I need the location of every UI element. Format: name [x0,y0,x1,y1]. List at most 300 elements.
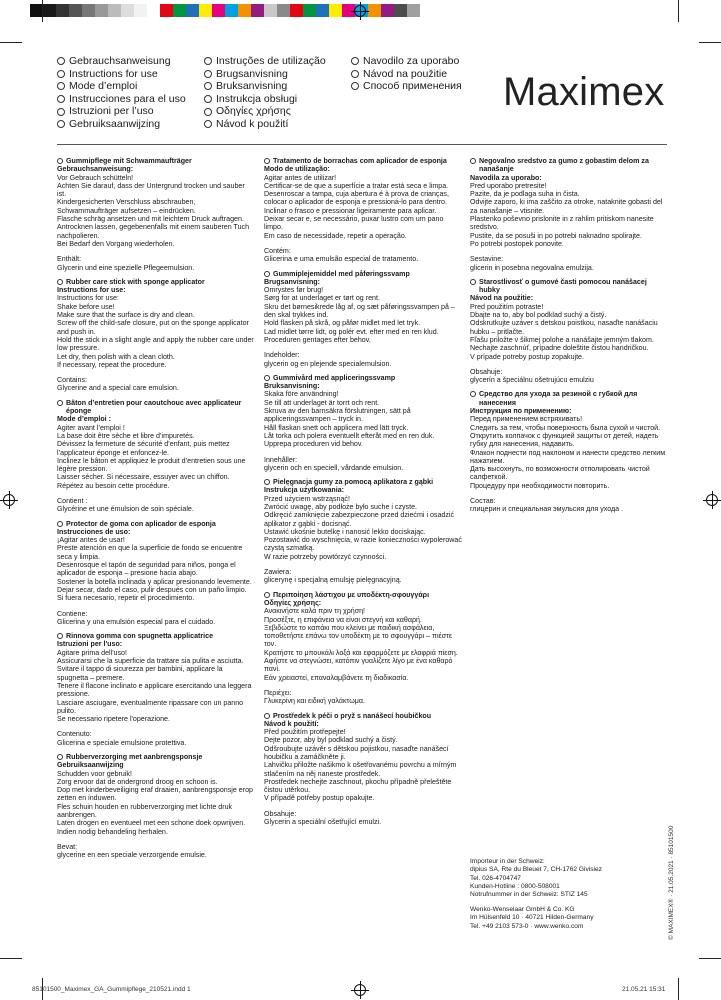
language-item [351,55,462,68]
instruction-line: Odkręcić zamknięcie zabezpieczone przed dziećmi i osadzić aplikator z gąbki - docisnąć. [264,511,455,528]
instruction-line: Zwrócić uwagę, aby podłoże było suche i czyste. [264,502,417,511]
instruction-line: Αφήστε να στεγνώσει, κατόπιν γυαλίζετε λίγο με ένα καθαρό πανί. [264,657,453,674]
importer-line: Importeur in der Schweiz: [470,858,545,865]
instruction-line: Håll flaskan snett och applicera med lätt tryck. [264,423,409,432]
instruction-section [57,399,255,514]
instruction-line: Po potrebi postopek ponovite. [470,239,564,248]
country-code-badge-icon [57,400,63,406]
contents-value: Glicerina e speciale emulsione protettiva. [57,738,187,747]
instruction-line: Ξεβιδώστε το καπάκι που κλείνει με παιδική ασφάλεια, τοποθετήστε επάνω τον υποδέκτη με το σφουγγάρι – πιέστε τον. [264,623,453,649]
instruction-line: V případě potřeby postup opakujte. [264,794,375,803]
instruction-section [264,270,462,368]
color-swatch [121,4,134,17]
contents-label: Zawiera: [264,568,292,577]
contents-value: glycerín a špeciálnu ošetrujúcu emulziu [470,376,594,385]
section-subtitle: Mode d’emploi : [57,415,111,424]
instruction-line: Agitar antes de utilizar! [264,173,337,182]
section-title [470,278,666,295]
instruction-section [57,157,255,272]
registration-mark-right [706,494,718,506]
section-title [57,520,255,528]
manufacturer-info [470,906,666,931]
crop-mark [42,0,43,22]
section-title [264,374,462,382]
country-code-badge-icon [57,158,63,164]
color-swatch [225,4,238,17]
instruction-line: Ανακινήστε καλά πριν τη χρήση! [264,607,365,616]
section-subtitle: Instrucciones de uso: [57,527,131,536]
country-code-badge-icon [57,120,65,128]
section-title [57,632,255,640]
section-title-text: Starostlivosť o gumové časti pomocou nanášacej hubky [479,277,647,295]
instruction-line: Certificar-se de que a superfície a tratar está seca e limpa. [264,181,449,190]
instructions-column-2 [264,157,462,832]
language-label: Brugsanvisning [216,67,288,80]
country-code-badge-icon [264,592,270,598]
color-swatch [147,4,160,17]
color-swatch [381,4,394,17]
contents-value: Glycerin und eine spezielle Pflegeemulsion. [57,263,195,272]
instruction-line: Schudden voor gebruik! [57,769,132,778]
color-swatch [69,4,82,17]
section-title [57,399,255,416]
country-code-badge-icon [57,754,63,760]
section-title [57,753,255,761]
instruction-line: Skruva av den barnsäkra förslutningen, sätt på appliceringssvampen – tryck in. [264,407,411,424]
color-swatch [95,4,108,17]
section-subtitle: Instrukcja użytkowania: [264,486,345,495]
instruction-line: Lad midlet tørre lidt, og polér evt. efter med en ren klud. [264,327,439,336]
language-label: Способ применения [363,80,462,93]
vertical-print-note: © MAXIMEX® · 21.05.2021 · 85101500 [668,825,675,940]
country-code-badge-icon [264,158,270,164]
color-swatch [264,4,277,17]
country-code-badge-icon [264,479,270,485]
instruction-line: Se necessario ripetere l'operazione. [57,715,170,724]
contents-value: glycerin och en speciell, vårdande emulsion. [264,463,404,472]
section-subtitle: Gebruiksaanwijzing [57,761,124,770]
instruction-line: Перед применением встряхивать! [470,415,583,424]
instruction-line: Agiter avant l’emploi ! [57,423,125,432]
section-title-text: Περιποίηση λάστιχου με υποδέκτη-σφουγγάρι [273,590,430,599]
country-code-badge-icon [57,82,65,90]
instruction-line: Před použitím protřepejte! [264,728,346,737]
spacer [264,344,462,351]
spacer [264,449,462,456]
color-swatch [199,4,212,17]
instruction-line: Vor Gebrauch schütteln! [57,173,134,182]
contents-label: Indeholder: [264,351,300,360]
instruction-line: Κρατήστε το μπουκάλι λοξά και εφαρμόζετε με ελαφριά πίεση. [264,648,458,657]
section-title-text: Rubberverzorging met aanbrengsponsje [66,753,203,761]
contents-label: Состав: [470,496,496,505]
country-code-badge-icon [470,391,476,397]
country-code-badge-icon [204,95,212,103]
language-list-2 [204,55,326,131]
instruction-section [470,157,666,272]
language-item [57,80,186,93]
instruction-section [470,390,666,513]
brand-logo: Maximex [503,70,665,114]
instruction-line: Preste atención en que la superficie de fondo se encuentre seca y limpia. [57,544,243,561]
country-code-badge-icon [57,279,63,285]
spacer [264,803,462,810]
instruction-line: La base doit être sèche et libre d’impuretés. [57,431,195,440]
registration-mark-top [354,5,366,17]
instruction-line: Lahvičku přiložte našikmo k ošetřovanému povrchu a mírným stlačením na něj naneste prostředek. [264,761,457,778]
spacer [470,248,666,255]
instruction-line: W razie potrzeby powtórzyć czynności. [264,552,387,561]
section-title-text: Protector de goma con aplicador de esponja [66,519,216,528]
color-swatch [134,4,147,17]
instruction-line: Odšroubujte uzávěr s dětskou pojistkou, nasaďte nanášecí houbičku a zamáčkněte ji. [264,744,449,761]
instruction-line: Laten drogen en eventueel met een schone doek opwrijven. [57,819,246,828]
country-code-badge-icon [57,57,65,65]
section-subtitle: Návod na použitie: [470,294,534,303]
language-label: Navodilo za uporabo [363,55,460,67]
instruction-line: Screw off the child-safe closure, put on the sponge applicator and push in. [57,319,249,336]
importer-line: Notrufnummer in der Schweiz: STIZ 145 [470,891,588,899]
language-label: Istruzioni per l’uso [69,105,154,118]
instruction-section [264,591,462,706]
instruction-line: Pozostawić do wyschnięcia, w razie konieczności wypolerować czystą szmatką. [264,536,462,553]
section-title-text: Средство для ухода за резиной с губкой для нанесения [479,390,638,407]
instruction-line: Inclinez le bâton et appliquez le produit d’entretien sous une légère pression. [57,456,246,474]
contents-label: Contenuto: [57,730,92,739]
instruction-line: Inclinar o frasco e pressionar ligeiramente para aplicar. [264,206,437,215]
language-item [204,93,326,106]
registration-mark-bottom [354,984,366,996]
color-swatch [368,4,381,17]
contents-value: glicerin in posebna negovalna emulzija. [470,263,594,272]
section-title [264,157,462,165]
section-subtitle: Instructions for use: [57,286,126,295]
instruction-line: Laisser sécher. Si nécessaire, essuyer avec un chiffon. Répétez au besoin cette procédure. [57,473,230,490]
country-code-badge-icon [204,57,212,65]
country-code-badge-icon [204,120,212,128]
registration-mark-left [3,494,15,506]
instruction-line: Lasciare asciugare, eventualmente ripassare con un panno pulito. [57,698,244,715]
color-swatch [108,4,121,17]
manufacturer-line: Im Hülsenfeld 10 · 40721 Hilden-Germany [470,914,594,922]
instruction-line: If necessary, repeat the procedure. [57,360,167,369]
instruction-line: Προσέξτε, η επιφάνεια να είναι στεγνή και καθαρή. [264,615,422,624]
section-subtitle: Bruksanvisning: [264,382,320,391]
country-code-badge-icon [57,70,65,78]
spacer [264,561,462,568]
country-code-badge-icon [57,108,65,116]
instructions-column-3 [470,157,666,520]
instruction-line: Sørg for at underlaget er tørt og rent. [264,294,380,303]
instruction-line: Upprepa proceduren vid behov. [264,440,363,449]
instruction-line: Se till att underlaget är torrt och rent. [264,398,380,407]
language-label: Návod k použití [216,117,289,130]
color-swatch [238,4,251,17]
contents-value: glycerin og en plejende specialemulsion. [264,359,392,368]
importer-info [470,858,666,899]
country-code-badge-icon [264,375,270,381]
country-code-badge-icon [57,95,65,103]
instruction-line: Dejte pozor, aby byl podklad suchý a čistý. [264,736,398,745]
color-swatch [277,4,290,17]
instruction-line: Дать высохнуть, по возможности отполировать чистой салфеткой. [470,465,650,482]
instruction-line: Indien nodig behandeling herhalen. [57,827,168,836]
language-item [57,93,186,106]
section-title-text: Gummivård med appliceringssvamp [273,373,396,382]
instruction-line: Prostředek nechejte zaschnout, pkochu případně přeleštěte čistou utěrkou. [264,777,452,795]
section-title-text: Bâton d’entretien pour caoutchouc avec applicateur éponge [66,398,242,416]
section-title [57,157,255,165]
instruction-line: Dejar secar, dado el caso, pulir después con un paño limpio. [57,585,247,594]
color-swatch [394,4,407,17]
instruction-line: Shake before use! [57,302,115,311]
country-code-badge-icon [204,70,212,78]
spacer [57,369,255,376]
footer-date: 21.05.21 15:31 [622,986,666,993]
instruction-line: Hold the stick in a slight angle and apply the rubber care under low pressure. [57,335,254,353]
instruction-line: Instructions for use: [57,294,119,303]
section-title-text: Negovalno sredstvo za gumo z gobastim delom za nanašanje [479,157,649,174]
section-title [264,478,462,486]
contents-value: Glycérine et une émulsion de soin spéciale. [57,505,194,514]
contents-label: Sestavine: [470,255,504,264]
instruction-line: Omrystes før brug! [264,286,324,295]
instruction-line: ¡Agitar antes de usar! [57,536,125,545]
instruction-line: Przed użyciem wstrząsnąć! [264,494,350,503]
spacer [57,248,255,255]
crop-mark [678,978,679,1000]
section-subtitle: Návod k použití: [264,719,319,728]
spacer [470,490,666,497]
language-label: Mode d’emploi [69,80,138,93]
contents-label: Contiene: [57,609,88,618]
crop-mark [0,42,22,43]
contents-value: глицерин и специальная эмульсия для ухода . [470,505,624,514]
instruction-line: Desenrosque el tapón de seguridad para niños, ponga el aplicador de esponja – presione hacia abajo. [57,561,236,578]
importer-line: dipius SA, Rte du Bleuet 7, CH-1762 Givisiez [470,866,602,874]
contents-label: Contains: [57,376,87,385]
contents-label: Bevat: [57,842,78,851]
contents-value: glycerine en een speciale verzorgende emulsie. [57,851,207,860]
instruction-section [57,632,255,747]
color-swatch [407,4,420,17]
country-code-badge-icon [57,521,63,527]
section-subtitle: Οδηγίες χρήσης: [264,598,322,607]
header-divider [57,144,667,145]
country-code-badge-icon [470,158,476,164]
instruction-line: Pustite, da se posuši in po potrebi naknadno spolirajte. [470,231,642,240]
color-swatch [212,4,225,17]
instruction-line: Proceduren gentages efter behov. [264,335,371,344]
color-swatch [316,4,329,17]
instruction-line: Skaka före användning! [264,390,339,399]
section-title-text: Rinnova gomma con spugnetta applicatrice [66,632,214,641]
instruction-section [57,520,255,627]
country-code-badge-icon [204,82,212,90]
instruction-line: Fľašu priložte v šikmej polohe a nanášajte jemným tlakom. [470,335,654,344]
section-subtitle: Brugsanvisning: [264,277,320,286]
contents-label: Περιέχει: [264,688,292,697]
country-code-badge-icon [351,57,359,65]
instruction-line: Hold flasken på skrå, og påfør midlet med let tryk. [264,319,421,328]
contents-label: Innehåller: [264,455,298,464]
country-code-badge-icon [351,82,359,90]
instruction-line: Odvijte zaporo, ki ima zaščito za otroke, nataknite gobasti del za nanašanje – vtisnite. [470,198,663,215]
instruction-line: Odskrutkujte uzáver s detskou poistkou, nasaďte nanášaciu hubku – pritlačte. [470,319,658,336]
language-label: Οδηγίες χρήσης [216,105,291,118]
instruction-line: Zorg ervoor dat de ondergrond droog en schoon is. [57,777,218,786]
section-title-text: Prostředek k péči o pryž s nanášecí houbičkou [273,711,432,720]
instruction-line: Pred uporabo pretresite! [470,181,547,190]
color-swatch [290,4,303,17]
contents-value: glicerynę i specjalną emulsję pielęgnacyjną. [264,576,402,585]
instruction-line: Nechajte zaschnúť, prípadne doleštite čistou handričkou. [470,344,649,353]
instruction-line: Pazite, da je podlaga suha in čista. [470,190,580,199]
instruction-section [57,753,255,860]
section-title [264,712,462,720]
country-code-badge-icon [264,713,270,719]
contents-label: Enthält: [57,255,82,264]
instruction-line: Si fuera necesario, repetir el procedimiento. [57,594,195,603]
contents-value: Glicerina e uma emulsão especial de tratamento. [264,255,419,264]
language-label: Gebrauchsanweisung [69,55,171,67]
crop-mark [678,0,679,22]
instruction-line: Bei Bedarf den Vorgang wiederholen. [57,239,175,248]
instructions-column-1 [57,157,255,866]
importer-line: Kunden-Hotline : 0800-508001 [470,882,560,890]
spacer [57,490,255,497]
country-code-badge-icon [264,271,270,277]
color-swatch [56,4,69,17]
section-title [470,390,666,407]
country-code-badge-icon [204,108,212,116]
instruction-line: Antrocknen lassen, gegebenenfalls mit einem sauberen Tuch nachpolieren. [57,223,250,240]
section-title-text: Gummipflege mit Schwammaufträger [66,157,192,165]
language-item [57,118,186,131]
language-label: Instrukcja obsługi [216,92,298,105]
instruction-line: Let dry, then polish with a clean cloth. [57,352,175,361]
contents-value: Glicerina y una emulsión especial para el cuidado. [57,617,216,626]
instruction-section [470,278,666,385]
instruction-line: Ustawić ukośnie butelkę i nanosić lekko dociskając. [264,527,426,536]
color-swatch [186,4,199,17]
instruction-line: Dop met kinderbeveiliging eraf draaien, aanbrengsponsje erop zetten en induwen. [57,786,253,803]
country-code-badge-icon [470,279,476,285]
language-label: Instruções de utilização [216,55,326,67]
language-list-3 [351,55,462,93]
instruction-line: Skru det børnesikrede låg af, og sæt påføringssvampen på – den skal trykkes ind. [264,302,455,320]
language-item [204,80,326,93]
spacer [57,723,255,730]
contents-label: Contient : [57,496,88,505]
language-item [204,55,326,68]
instruction-line: Assicurarsi che la superficie da trattare sia pulita e asciutta. [57,657,244,666]
color-swatch [82,4,95,17]
instruction-line: Deixar secar e, se necessário, puxar lustro com um pano limpo. [264,215,444,232]
section-title-text: Pielęgnacja gumy za pomocą aplikatora z gąbki [273,478,434,487]
section-title-text: Tratamento de borrachas com aplicador de esponja [273,157,447,165]
instruction-line: Fles schuin houden en rubberverzorging met lichte druk aanbrengen. [57,802,233,820]
crop-mark [699,958,721,959]
spacer [470,361,666,368]
contents-value: Glycerine and a special care emulsion. [57,384,179,393]
language-label: Instrucciones para el uso [69,92,186,105]
instruction-line: V prípade potreby postup zopakujte. [470,352,584,361]
instruction-line: Kindergesicherten Verschluss abschrauben, Schwammaufträger aufsetzen – eindrücken. [57,198,196,215]
spacer [57,603,255,610]
section-subtitle: Istruzioni per l'uso: [57,640,123,649]
instruction-line: Dévissez la fermeture de sécurité d’enfant, puis mettez l’applicateur éponge et enfoncez-le. [57,440,230,457]
spacer [57,836,255,843]
language-label: Bruksanvisning [216,80,288,93]
language-label: Gebruiksaanwijzing [69,117,161,130]
language-item [351,80,462,93]
language-item [57,105,186,118]
color-swatch [160,4,173,17]
color-swatch [329,4,342,17]
instruction-line: Εάν χρειαστεί, επαναλαμβάνετε τη διαδικασία. [264,673,409,682]
manufacturer-line: Wenko-Wenselaar GmbH & Co. KG [470,906,575,913]
instruction-line: Låt torka och polera eventuellt efteråt med en ren duk. [264,431,435,440]
instruction-line: Процедуру при необходимости повторить. [470,481,610,490]
color-swatch [251,4,264,17]
color-swatch [43,4,56,17]
instruction-section [264,478,462,585]
instruction-line: Plastenko poševno prislonite in z rahlim pritiskom nanesite sredstvo. [470,215,654,232]
section-title-text: Gummiplejemiddel med påføringssvamp [273,269,410,278]
country-code-badge-icon [351,70,359,78]
instruction-line: Flasche schräg ansetzen und mit leichtem Druck auftragen. [57,215,244,224]
section-title [57,278,255,286]
color-swatch [173,4,186,17]
manufacturer-line: Tel. +49 2103 573-0 · www.wenko.com [470,922,584,930]
color-swatch [303,4,316,17]
section-subtitle: Modo de utilização: [264,165,330,174]
contents-label: Obsahuje: [470,367,503,376]
section-subtitle: Navodila za uporabo: [470,173,542,182]
language-label: Instructions for use [69,67,158,80]
language-list-1 [57,55,186,131]
language-item [57,68,186,81]
instruction-line: Agitare prima dell'uso! [57,648,127,657]
instruction-line: Tenere il flacone inclinato e applicare esercitando una leggera pressione. [57,681,252,699]
crop-mark [0,958,22,959]
instruction-line: Sostener la botella inclinada y aplicar presionando levemente. [57,577,252,586]
contents-label: Contém: [264,246,291,255]
instruction-line: Pred použitím potraste! [470,302,544,311]
contents-value: Glycerin a speciální ošetřující emulzi. [264,818,382,827]
crop-mark [699,42,721,43]
language-item [204,118,326,131]
language-label: Návod na použitie [363,67,448,80]
instruction-section [264,712,462,827]
section-subtitle: Gebrauchsanweisung: [57,165,134,174]
instruction-line: Svitare il tappo di sicurezza per bambini, applicare la spugnetta – premere. [57,665,223,682]
language-item [351,68,462,81]
instruction-line: Make sure that the surface is dry and clean. [57,311,195,320]
section-subtitle: Инструкция по применению: [470,407,572,416]
contents-label: Obsahuje: [264,809,297,818]
language-item [57,55,186,68]
instruction-line: Em caso de necessidade, repetir a operação. [264,231,407,240]
section-title [470,157,666,174]
footer-file-name: 85101500_Maximex_GA_Gummipflege_210521.indd 1 [32,986,191,993]
section-title [264,591,462,599]
importer-line: Tel. 026-4704747 [470,874,521,882]
spacer [264,682,462,689]
country-code-badge-icon [57,633,63,639]
instruction-line: Desenroscar a tampa, cuja abertura é à prova de crianças, colocar o aplicador de esponja e pressioná-lo para dentro. [264,190,449,207]
